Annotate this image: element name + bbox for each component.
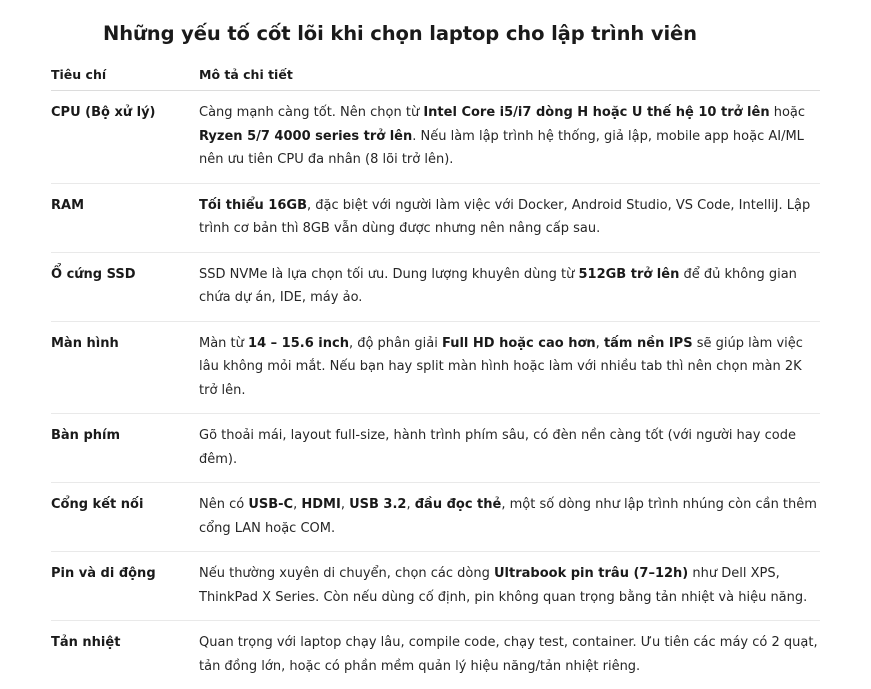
description-text: , — [293, 497, 301, 512]
description-cell — [199, 483, 820, 552]
description-cell — [199, 183, 820, 252]
description-text: để đủ không gian chứa dự án, IDE, máy ảo. — [199, 267, 797, 306]
description-text: , — [596, 336, 604, 351]
description-bold-text: USB 3.2 — [349, 497, 406, 512]
table-header-row — [51, 56, 820, 91]
description-cell — [199, 252, 820, 321]
criterion-cell: Tản nhiệt — [51, 621, 199, 689]
criterion-cell: Pin và di động — [51, 552, 199, 621]
table-body — [51, 91, 820, 689]
description-text: Quan trọng với laptop chạy lâu, compile code, chạy test, container. Ưu tiên các máy có 2 quạt, tản đồng lớn, hoặc có phần mềm quản lý hiệu năng/tản nhiệt riêng. — [199, 635, 818, 674]
description-text: sẽ giúp làm việc lâu không mỏi mắt. Nếu bạn hay split màn hình hoặc làm với nhiều tab thì nên chọn màn 2K trở lên. — [199, 336, 803, 398]
description-cell — [199, 552, 820, 621]
description-cell — [199, 91, 820, 184]
criterion-cell: Màn hình — [51, 321, 199, 414]
description-bold-text: Ryzen 5/7 4000 series trở lên — [199, 129, 412, 144]
description-bold-text: 14 – 15.6 inch — [248, 336, 349, 351]
page-title: Những yếu tố cốt lõi khi chọn laptop cho lập trình viên — [103, 22, 697, 45]
table-row — [51, 183, 820, 252]
description-text: Nên có — [199, 497, 248, 512]
description-bold-text: tấm nền IPS — [604, 336, 693, 351]
description-bold-text: Tối thiểu 16GB — [199, 198, 307, 213]
criterion-cell: Ổ cứng SSD — [51, 252, 199, 321]
description-text: , đặc biệt với người làm việc với Docker, Android Studio, VS Code, IntelliJ. Lập trình cơ bản thì 8GB vẫn dùng được nhưng nên nâng cấp sau. — [199, 198, 810, 237]
criterion-cell: CPU (Bộ xử lý) — [51, 91, 199, 184]
table-row — [51, 621, 820, 689]
description-text: hoặc — [770, 105, 805, 120]
description-text: Nếu thường xuyên di chuyển, chọn các dòng — [199, 566, 494, 581]
description-cell — [199, 321, 820, 414]
description-bold-text: Ultrabook pin trâu (7–12h) — [494, 566, 688, 581]
description-text: , — [341, 497, 349, 512]
description-text: , một số dòng như lập trình nhúng còn cần thêm cổng LAN hoặc COM. — [199, 497, 817, 536]
criterion-cell: RAM — [51, 183, 199, 252]
description-text: SSD NVMe là lựa chọn tối ưu. Dung lượng khuyên dùng từ — [199, 267, 578, 282]
criterion-cell: Bàn phím — [51, 414, 199, 483]
description-text: Màn từ — [199, 336, 248, 351]
description-text: , — [406, 497, 414, 512]
header-criterion: Tiêu chí — [51, 56, 199, 91]
description-cell — [199, 414, 820, 483]
description-bold-text: đầu đọc thẻ — [415, 497, 502, 512]
header-description: Mô tả chi tiết — [199, 56, 820, 91]
table-header — [51, 56, 820, 91]
description-cell — [199, 621, 820, 689]
description-bold-text: Full HD hoặc cao hơn — [442, 336, 596, 351]
table-row — [51, 91, 820, 184]
laptop-criteria-table — [51, 56, 820, 689]
description-text: như Dell XPS, ThinkPad X Series. Còn nếu dùng cố định, pin không quan trọng bằng tản nhiệt và hiệu năng. — [199, 566, 807, 605]
description-bold-text: 512GB trở lên — [578, 267, 679, 282]
description-bold-text: HDMI — [301, 497, 340, 512]
description-bold-text: Intel Core i5/i7 dòng H hoặc U thế hệ 10 trở lên — [423, 105, 769, 120]
table-row — [51, 321, 820, 414]
description-bold-text: USB-C — [248, 497, 293, 512]
description-text: Gõ thoải mái, layout full-size, hành trình phím sâu, có đèn nền càng tốt (với người hay code đêm). — [199, 428, 796, 467]
description-text: Càng mạnh càng tốt. Nên chọn từ — [199, 105, 423, 120]
table-row — [51, 552, 820, 621]
table-row — [51, 252, 820, 321]
description-text: . Nếu làm lập trình hệ thống, giả lập, mobile app hoặc AI/ML nên ưu tiên CPU đa nhân (8 lõi trở lên). — [199, 129, 804, 168]
criterion-cell: Cổng kết nối — [51, 483, 199, 552]
table-row — [51, 483, 820, 552]
description-text: , độ phân giải — [349, 336, 442, 351]
table-row — [51, 414, 820, 483]
